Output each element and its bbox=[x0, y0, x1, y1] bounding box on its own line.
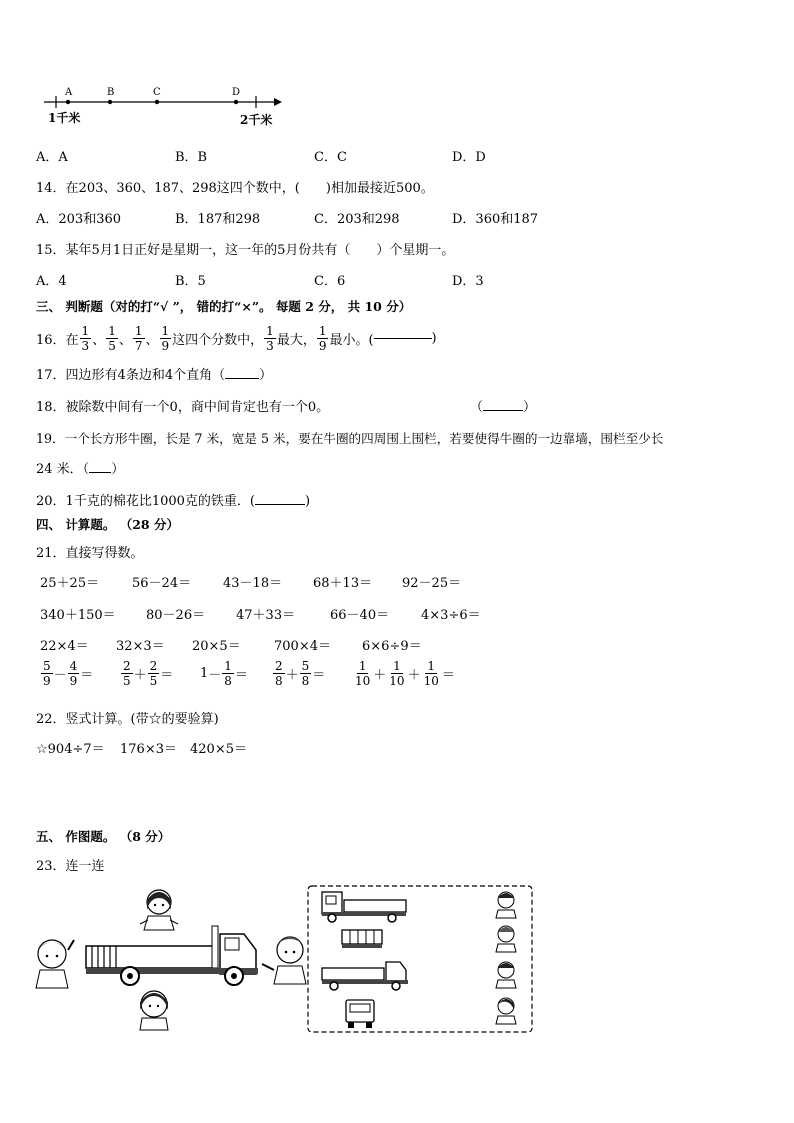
fraction-denominator: 9 bbox=[318, 338, 327, 353]
point-c-label: C bbox=[153, 87, 161, 98]
q17-end: ） bbox=[259, 368, 273, 383]
truck-scene-illustration bbox=[34, 884, 310, 1032]
answer-blank[interactable] bbox=[483, 410, 523, 411]
point-a-label: A bbox=[65, 87, 73, 98]
separator: 、 bbox=[118, 332, 132, 348]
calc-item: 66－40＝ bbox=[330, 608, 390, 623]
q14-option-c[interactable]: C．203和298 bbox=[314, 212, 400, 227]
calc-item bbox=[120, 660, 173, 687]
child-right-icon bbox=[262, 937, 306, 984]
calc-item: 25＋25＝ bbox=[40, 576, 100, 591]
plus-sign: ＋ bbox=[407, 668, 421, 683]
calc-item: 20×5＝ bbox=[192, 639, 241, 654]
q14-option-b[interactable]: B．187和298 bbox=[175, 212, 261, 227]
q20 bbox=[36, 490, 310, 509]
fraction bbox=[133, 325, 145, 352]
answer-blank[interactable] bbox=[255, 504, 305, 505]
start-label: 1千米 bbox=[48, 111, 81, 125]
calc-item: 43－18＝ bbox=[223, 576, 283, 591]
fraction-numerator: 1 bbox=[393, 659, 401, 673]
answer-blank[interactable] bbox=[89, 472, 111, 473]
fraction-numerator: 1 bbox=[427, 659, 436, 673]
fraction bbox=[160, 325, 172, 352]
fraction-numerator: 2 bbox=[149, 659, 158, 673]
separator: 、 bbox=[145, 332, 159, 348]
q15-option-c[interactable]: C．6 bbox=[314, 274, 346, 289]
equals-sign: ＝ bbox=[234, 668, 248, 683]
fraction-denominator: 8 bbox=[301, 674, 310, 688]
calc-item bbox=[352, 660, 455, 687]
answer-blank[interactable] bbox=[225, 378, 259, 379]
fraction-numerator: 1 bbox=[224, 659, 232, 673]
fraction-denominator: 8 bbox=[224, 674, 232, 688]
q20-end: ) bbox=[304, 494, 311, 509]
fraction-denominator: 9 bbox=[161, 338, 170, 353]
child-icon bbox=[496, 962, 516, 988]
equals-sign: ＝ bbox=[80, 668, 94, 683]
fraction bbox=[106, 325, 118, 352]
calc-item: 68＋13＝ bbox=[313, 576, 373, 591]
end-label: 2千米 bbox=[240, 113, 273, 127]
equals-sign: ＝ bbox=[160, 668, 174, 683]
truck-icon bbox=[86, 926, 258, 985]
fraction-denominator: 10 bbox=[423, 674, 439, 688]
matching-box bbox=[306, 884, 536, 1036]
fraction-numerator: 1 bbox=[318, 323, 327, 338]
child-left-icon bbox=[36, 940, 74, 988]
calc-item: 700×4＝ bbox=[274, 639, 331, 654]
q18-open: （ bbox=[470, 400, 484, 415]
fraction-denominator: 3 bbox=[266, 338, 274, 353]
section-4-heading: 四、 计算题。 （28 分） bbox=[36, 517, 179, 532]
fraction bbox=[264, 325, 276, 352]
truck-side-view-icon bbox=[322, 962, 408, 990]
q18-answer bbox=[470, 396, 536, 415]
separator: 、 bbox=[92, 332, 106, 348]
fraction-numerator: 2 bbox=[123, 659, 131, 673]
q15-option-a[interactable]: A．4 bbox=[36, 274, 67, 289]
fraction bbox=[317, 325, 329, 352]
q13-option-b[interactable]: B．B bbox=[175, 150, 208, 165]
fraction-numerator: 5 bbox=[43, 659, 51, 673]
fraction-numerator: 1 bbox=[108, 323, 116, 338]
calc-item: 47＋33＝ bbox=[236, 608, 296, 623]
truck-side-view-icon bbox=[322, 892, 406, 922]
calc-item bbox=[272, 660, 325, 687]
equals-sign: ＝ bbox=[312, 668, 326, 683]
fraction-denominator: 7 bbox=[134, 338, 143, 353]
q23-text: 23．连一连 bbox=[36, 859, 105, 874]
child-bottom-icon bbox=[140, 991, 168, 1030]
truck-top-view-icon bbox=[342, 930, 382, 948]
answer-blank[interactable] bbox=[374, 338, 432, 339]
q13-option-c[interactable]: C．C bbox=[314, 150, 347, 165]
child-icon bbox=[496, 892, 516, 918]
child-icon bbox=[496, 998, 516, 1024]
q13-option-d[interactable]: D．D bbox=[452, 150, 486, 165]
minus-sign: － bbox=[53, 668, 67, 683]
q15-option-d[interactable]: D．3 bbox=[452, 274, 484, 289]
minus-sign: － bbox=[208, 668, 222, 683]
q15-option-b[interactable]: B．5 bbox=[175, 274, 206, 289]
q14-text: 14．在203、360、187、298这四个数中，( )相加最接近500。 bbox=[36, 181, 434, 196]
equals-sign: ＝ bbox=[441, 668, 455, 683]
fraction-denominator: 5 bbox=[123, 674, 131, 688]
one: 1 bbox=[200, 666, 209, 681]
point-d-label: D bbox=[232, 87, 241, 98]
q20-text: 20．1千克的棉花比1000克的铁重．( bbox=[36, 494, 255, 509]
fraction-numerator: 5 bbox=[301, 659, 310, 673]
plus-sign: ＋ bbox=[285, 668, 299, 683]
q18-end: ） bbox=[523, 400, 537, 415]
child-top-icon bbox=[140, 890, 178, 930]
truck-front-view-icon bbox=[346, 1000, 374, 1028]
calc-item bbox=[40, 660, 93, 687]
fraction-denominator: 5 bbox=[108, 338, 116, 353]
fraction-denominator: 5 bbox=[149, 674, 158, 688]
number-line bbox=[38, 84, 288, 130]
calc-item: 92－25＝ bbox=[402, 576, 462, 591]
fraction-numerator: 1 bbox=[266, 323, 274, 338]
fraction-numerator: 1 bbox=[358, 659, 367, 673]
q18-text: 18．被除数中间有一个0，商中间肯定也有一个0。 bbox=[36, 400, 330, 415]
fraction-denominator: 9 bbox=[43, 674, 51, 688]
q19-line2 bbox=[36, 458, 124, 477]
fraction-numerator: 1 bbox=[134, 323, 143, 338]
fraction-denominator: 3 bbox=[81, 338, 90, 353]
calc-item: ☆904÷7＝ bbox=[36, 742, 105, 757]
fraction-denominator: 10 bbox=[389, 674, 405, 688]
q19-line1: 19．一个长方形牛圈，长是 7 米，宽是 5 米，要在牛圈的四周围上围栏，若要使得牛圈的一边靠墙，围栏至少长 bbox=[36, 431, 664, 446]
calc-item: 80－26＝ bbox=[146, 608, 206, 623]
section-3-heading: 三、 判断题（对的打“√ ”， 错的打“×”。 每题 2 分， 共 10 分） bbox=[36, 299, 412, 314]
fraction-denominator: 8 bbox=[275, 674, 283, 688]
calc-item bbox=[200, 660, 248, 687]
q21-text: 21．直接写得数。 bbox=[36, 546, 144, 561]
fraction-denominator: 9 bbox=[69, 674, 78, 688]
q15-text: 15．某年5月1日正好是星期一，这一年的5月份共有（ ）个星期一。 bbox=[36, 243, 455, 258]
fraction bbox=[80, 325, 92, 352]
q19-text: 24 米．（ bbox=[36, 462, 90, 477]
calc-item: 340＋150＝ bbox=[40, 608, 116, 623]
fraction-numerator: 1 bbox=[81, 323, 90, 338]
calc-item: 32×3＝ bbox=[116, 639, 165, 654]
q16 bbox=[36, 318, 437, 358]
q14-option-d[interactable]: D．360和187 bbox=[452, 212, 539, 227]
child-icon bbox=[496, 926, 516, 952]
q13-option-a[interactable]: A．A bbox=[36, 150, 68, 165]
fraction-numerator: 2 bbox=[275, 659, 283, 673]
calc-item: 176×3＝ bbox=[120, 742, 177, 757]
plus-sign: ＋ bbox=[133, 668, 147, 683]
fraction-numerator: 4 bbox=[69, 659, 78, 673]
calc-item: 56－24＝ bbox=[132, 576, 192, 591]
q16-end: ) bbox=[431, 330, 437, 346]
q19-end: ） bbox=[111, 462, 125, 477]
q16-min-text: 最小。( bbox=[329, 332, 374, 348]
calc-item: 6×6÷9＝ bbox=[362, 639, 422, 654]
calc-item: 4×3÷6＝ bbox=[421, 608, 481, 623]
calc-item: 420×5＝ bbox=[190, 742, 247, 757]
point-b-label: B bbox=[107, 87, 115, 98]
calc-item: 22×4＝ bbox=[40, 639, 89, 654]
q14-option-a[interactable]: A．203和360 bbox=[36, 212, 122, 227]
section-5-heading: 五、 作图题。 （8 分） bbox=[36, 829, 171, 844]
fraction-denominator: 10 bbox=[355, 674, 371, 688]
fraction-numerator: 1 bbox=[161, 323, 170, 338]
q16-prefix: 16．在 bbox=[36, 332, 79, 348]
q16-mid: 这四个分数中， bbox=[172, 332, 264, 348]
q16-max-text: 最大， bbox=[276, 332, 316, 348]
q17 bbox=[36, 364, 272, 383]
plus-sign: ＋ bbox=[373, 668, 387, 683]
q17-text: 17．四边形有4条边和4个直角（ bbox=[36, 368, 226, 383]
q22-text: 22．竖式计算。(带☆的要验算) bbox=[36, 712, 219, 727]
